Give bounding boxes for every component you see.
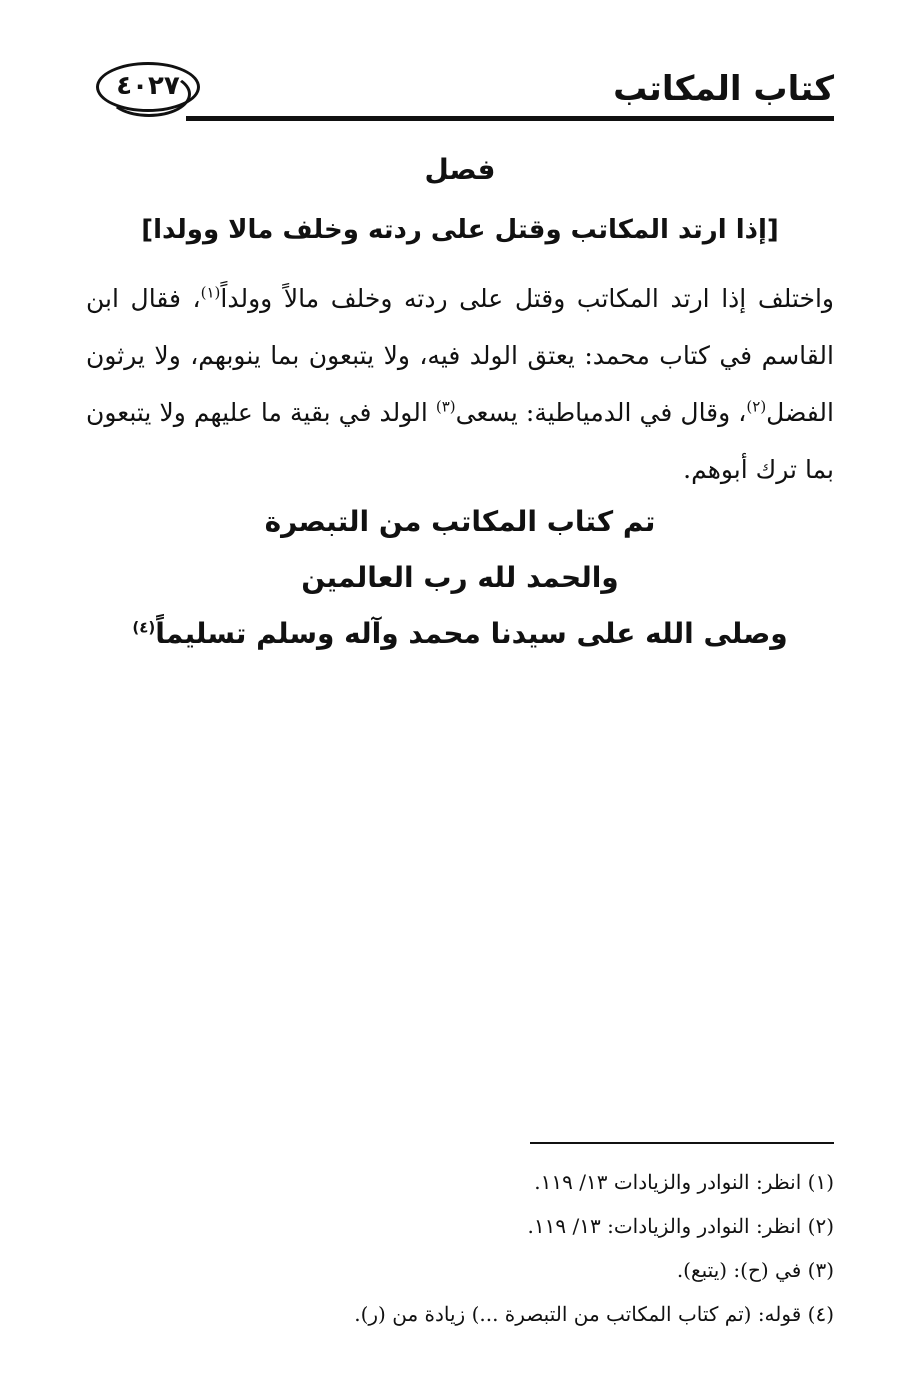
footnote-ref-4[interactable]: (٤) bbox=[132, 618, 156, 637]
page-number-badge bbox=[96, 62, 200, 112]
closing-line-2: والحمد لله رب العالمين bbox=[301, 561, 619, 594]
body-text-4: الولد في بقية ما عليهم ولا يتبعون بما ترك أبوهم. bbox=[86, 398, 834, 484]
header-rule bbox=[186, 116, 834, 121]
footnote-3: (٣) في (ح): (يتبع). bbox=[676, 1258, 834, 1282]
footnote-rule bbox=[530, 1142, 834, 1144]
footnote-ref-3[interactable]: (٣) bbox=[435, 397, 456, 416]
closing-line-3-text: وصلى الله على سيدنا محمد وآله وسلم تسليماً bbox=[155, 617, 788, 650]
footnote-ref-1[interactable]: (١) bbox=[200, 283, 221, 302]
body-text-1: واختلف إذا ارتد المكاتب وقتل على ردته وخلف مالاً وولداً bbox=[220, 284, 835, 313]
footnote-ref-2[interactable]: (٢) bbox=[746, 397, 767, 416]
running-title: كتاب المكاتب bbox=[613, 69, 834, 109]
closing-line-3 bbox=[86, 612, 834, 656]
body-paragraph bbox=[86, 270, 834, 498]
footnote-1: (١) انظر: النوادر والزيادات ١٣/ ١١٩. bbox=[534, 1170, 834, 1194]
section-heading: فصل bbox=[424, 153, 496, 186]
section-subheading: [إذا ارتد المكاتب وقتل على ردته وخلف مالا وولدا] bbox=[141, 215, 779, 245]
page-number: ٤٠٢٧ bbox=[116, 71, 180, 101]
body-text-2: ، فقال ابن القاسم في كتاب محمد: يعتق الولد فيه، ولا يتبعون بما ينوبهم، ولا يرثون الفضل bbox=[86, 284, 834, 427]
footnote-4: (٤) قوله: (تم كتاب المكاتب من التبصرة ...) زيادة من (ر). bbox=[354, 1302, 834, 1326]
closing-line-1: تم كتاب المكاتب من التبصرة bbox=[264, 505, 656, 538]
footnote-2: (٢) انظر: النوادر والزيادات: ١٣/ ١١٩. bbox=[527, 1214, 834, 1238]
footnotes bbox=[86, 1160, 834, 1336]
body-text-3: ، وقال في الدمياطية: يسعى bbox=[455, 398, 747, 427]
